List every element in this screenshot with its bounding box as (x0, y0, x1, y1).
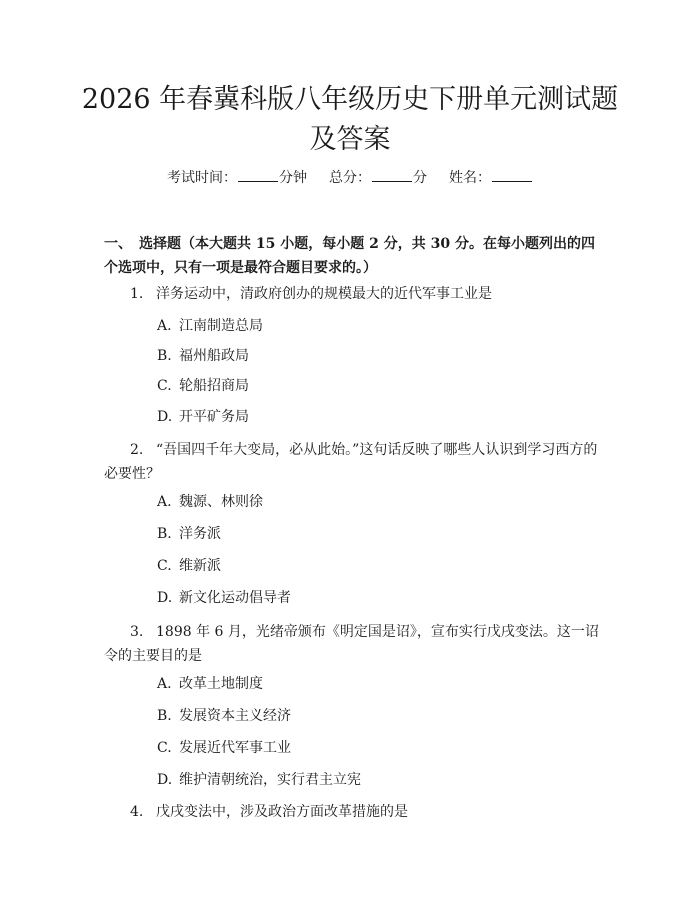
option-text: 改革土地制度 (179, 676, 263, 692)
option-text: 福州船政局 (179, 348, 249, 364)
question-text: 洋务运动中，清政府创办的规模最大的近代军事工业是 (156, 286, 492, 302)
option-letter: B. (157, 526, 172, 542)
q3-option-a (157, 674, 263, 694)
option-text: 新文化运动倡导者 (179, 590, 291, 606)
question-2 (104, 438, 604, 486)
option-letter: A. (157, 494, 172, 510)
q2-option-a (157, 492, 263, 512)
option-letter: C. (157, 740, 172, 756)
question-number: 2. (130, 442, 144, 458)
document-title (80, 80, 620, 160)
option-letter: D. (157, 772, 173, 788)
name-blank (492, 169, 532, 182)
q1-option-a (157, 316, 263, 336)
q3-option-b (157, 706, 291, 726)
q2-option-c (157, 556, 221, 576)
exam-info-line (0, 168, 700, 188)
title-line-1: 2026 年春冀科版八年级历史下册单元测试题 (81, 84, 619, 115)
question-number: 3. (130, 624, 144, 640)
option-letter: C. (157, 558, 172, 574)
question-text: 戊戌变法中，涉及政治方面改革措施的是 (156, 804, 408, 820)
option-letter: D. (157, 409, 173, 425)
option-letter: D. (157, 590, 173, 606)
q3-option-d (157, 770, 361, 790)
name-label: 姓名： (449, 170, 491, 186)
option-text: 发展资本主义经济 (179, 708, 291, 724)
option-letter: B. (157, 348, 172, 364)
question-text: 1898 年 6 月，光绪帝颁布《明定国是诏》，宣布实行戊戌变法。这一诏令的主要目的是 (104, 624, 599, 664)
q1-option-c (157, 376, 249, 396)
option-text: 开平矿务局 (179, 409, 249, 425)
q1-option-d (157, 407, 249, 427)
option-text: 魏源、林则徐 (179, 494, 263, 510)
option-text: 发展近代军事工业 (179, 740, 291, 756)
option-text: 维护清朝统治，实行君主立宪 (179, 772, 361, 788)
option-text: 江南制造总局 (179, 318, 263, 334)
time-blank (238, 169, 278, 182)
question-text: “吾国四千年大变局，必从此始。”这句话反映了哪些人认识到学习西方的必要性？ (104, 442, 598, 482)
score-blank (372, 169, 412, 182)
option-letter: B. (157, 708, 172, 724)
score-unit: 分 (413, 170, 427, 186)
q2-option-d (157, 588, 291, 608)
score-label: 总分： (329, 170, 371, 186)
question-4 (104, 800, 604, 824)
time-unit: 分钟 (279, 170, 307, 186)
question-3 (104, 620, 604, 668)
q3-option-c (157, 738, 291, 758)
title-line-2: 及答案 (309, 124, 391, 155)
section-heading: 一、 选择题（本大题共 15 小题，每小题 2 分，共 30 分。在每小题列出的四个选项中，只有一项是最符合题目要求的。） (104, 236, 595, 276)
option-letter: C. (157, 378, 172, 394)
question-1 (104, 282, 604, 306)
option-text: 轮船招商局 (179, 378, 249, 394)
question-number: 4. (130, 804, 144, 820)
option-text: 维新派 (179, 558, 221, 574)
question-number: 1. (130, 286, 144, 302)
option-text: 洋务派 (179, 526, 221, 542)
q2-option-b (157, 524, 221, 544)
option-letter: A. (157, 676, 172, 692)
q1-option-b (157, 346, 249, 366)
time-label: 考试时间： (167, 170, 237, 186)
option-letter: A. (157, 318, 172, 334)
